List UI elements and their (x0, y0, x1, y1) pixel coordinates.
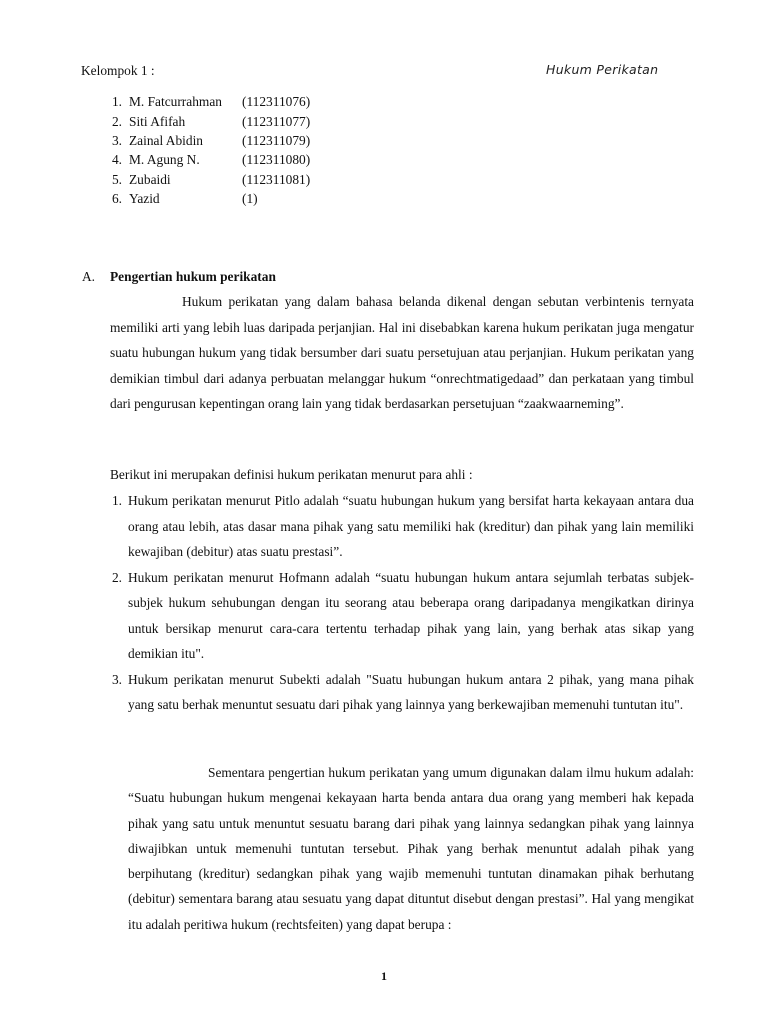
definition-text: Hukum perikatan menurut Hofmann adalah “suatu hubungan hukum antara sejumlah terbatas subjek-subjek hukum sehubungan dengan itu seorang atau beberapa orang daripadanya mengikatkan dirinya untuk bersikap menurut cara-cara tertentu terhadap pihak yang lain, yang berhak atas sikap yang demikian itu". (128, 569, 694, 661)
intro-paragraph: Hukum perikatan yang dalam bahasa belanda dikenal dengan sebutan verbintenis ternyata memiliki arti yang lebih luas daripada perjanjian. Hal ini disebabkan karena hukum perikatan juga mengatur suatu hubungan hukum yang tidak bersumber dari suatu persetujuan atau perjanjian. Hukum perikatan yang demikian timbul dari adanya perbuatan melanggar hukum “onrechtmatigedaad” dan perkataan yang timbul dari pengurusan kepentingan orang lain yang tidak berdasarkan persetujuan “zaakwaarneming”. (110, 294, 694, 412)
general-definition-paragraph: Sementara pengertian hukum perikatan yang umum digunakan dalam ilmu hukum adalah: “Suatu hubungan hukum mengenai kekayaan harta benda antara dua orang yang memberi hak kepada pihak yang satu untuk menuntut sesuatu barang dari pihak yang lainnya sedangkan pihak yang lainnya diwajibkan untuk memenuhi tuntutan tersebut. Pihak yang berhak menuntut adalah pihak yang berpihutang (kreditur) sedangkan pihak yang wajib memenuhi tuntutan dinamakan pihak berhutang (debitur) sementara barang atau sesuatu yang dapat dituntut disebut dengan prestasi”. Hal yang mengikat itu adalah peritiwa hukum (rechtsfeiten) yang dapat berupa : (128, 765, 694, 932)
definition-text: Hukum perikatan menurut Subekti adalah "Suatu hubungan hukum antara 2 pihak, yang mana pihak yang satu berhak menuntut sesuatu dari pihak yang lainnya yang berkewajiban memenuhi tuntutan itu". (128, 671, 694, 712)
member-number: 1. (111, 94, 122, 109)
section-title: Pengertian hukum perikatan (110, 269, 276, 284)
definition-number: 3. (111, 671, 122, 687)
member-nim: (112311080) (242, 152, 311, 167)
definition-number: 2. (111, 569, 122, 585)
page-number: 1 (381, 969, 387, 983)
member-name: Siti Afifah (129, 114, 186, 129)
definition-item (104, 667, 694, 718)
definitions-intro: Berikut ini merupakan definisi hukum perikatan menurut para ahli : (110, 467, 473, 482)
member-nim: (112311079) (242, 133, 311, 148)
group-label: Kelompok 1 : (81, 63, 155, 78)
definition-list (104, 488, 694, 718)
member-nim: (112311081) (242, 172, 311, 187)
definition-item (104, 565, 694, 667)
member-name: Zubaidi (129, 172, 171, 187)
member-nim: (112311076) (242, 94, 311, 109)
member-number: 5. (111, 172, 122, 187)
member-name: M. Agung N. (129, 152, 200, 167)
member-number: 4. (111, 152, 122, 167)
definition-item (104, 488, 694, 565)
member-nim: (1) (242, 191, 258, 206)
definition-text: Hukum perikatan menurut Pitlo adalah “suatu hubungan hukum yang bersifat harta kekayaan antara dua orang atau lebih, atas dasar mana pihak yang satu memiliki hak (kreditur) dan pihak yang lain memiliki kewajiban (debitur) atas suatu prestasi”. (128, 493, 694, 559)
member-number: 3. (111, 133, 122, 148)
definition-number: 1. (111, 493, 122, 508)
member-number: 6. (111, 191, 122, 206)
section-letter: A. (82, 269, 96, 284)
member-name: M. Fatcurrahman (129, 94, 222, 109)
member-nim: (112311077) (242, 114, 311, 129)
member-name: Yazid (129, 191, 160, 206)
document-title: Hukum Perikatan (546, 62, 659, 77)
member-number: 2. (111, 114, 122, 129)
member-name: Zainal Abidin (129, 133, 204, 148)
